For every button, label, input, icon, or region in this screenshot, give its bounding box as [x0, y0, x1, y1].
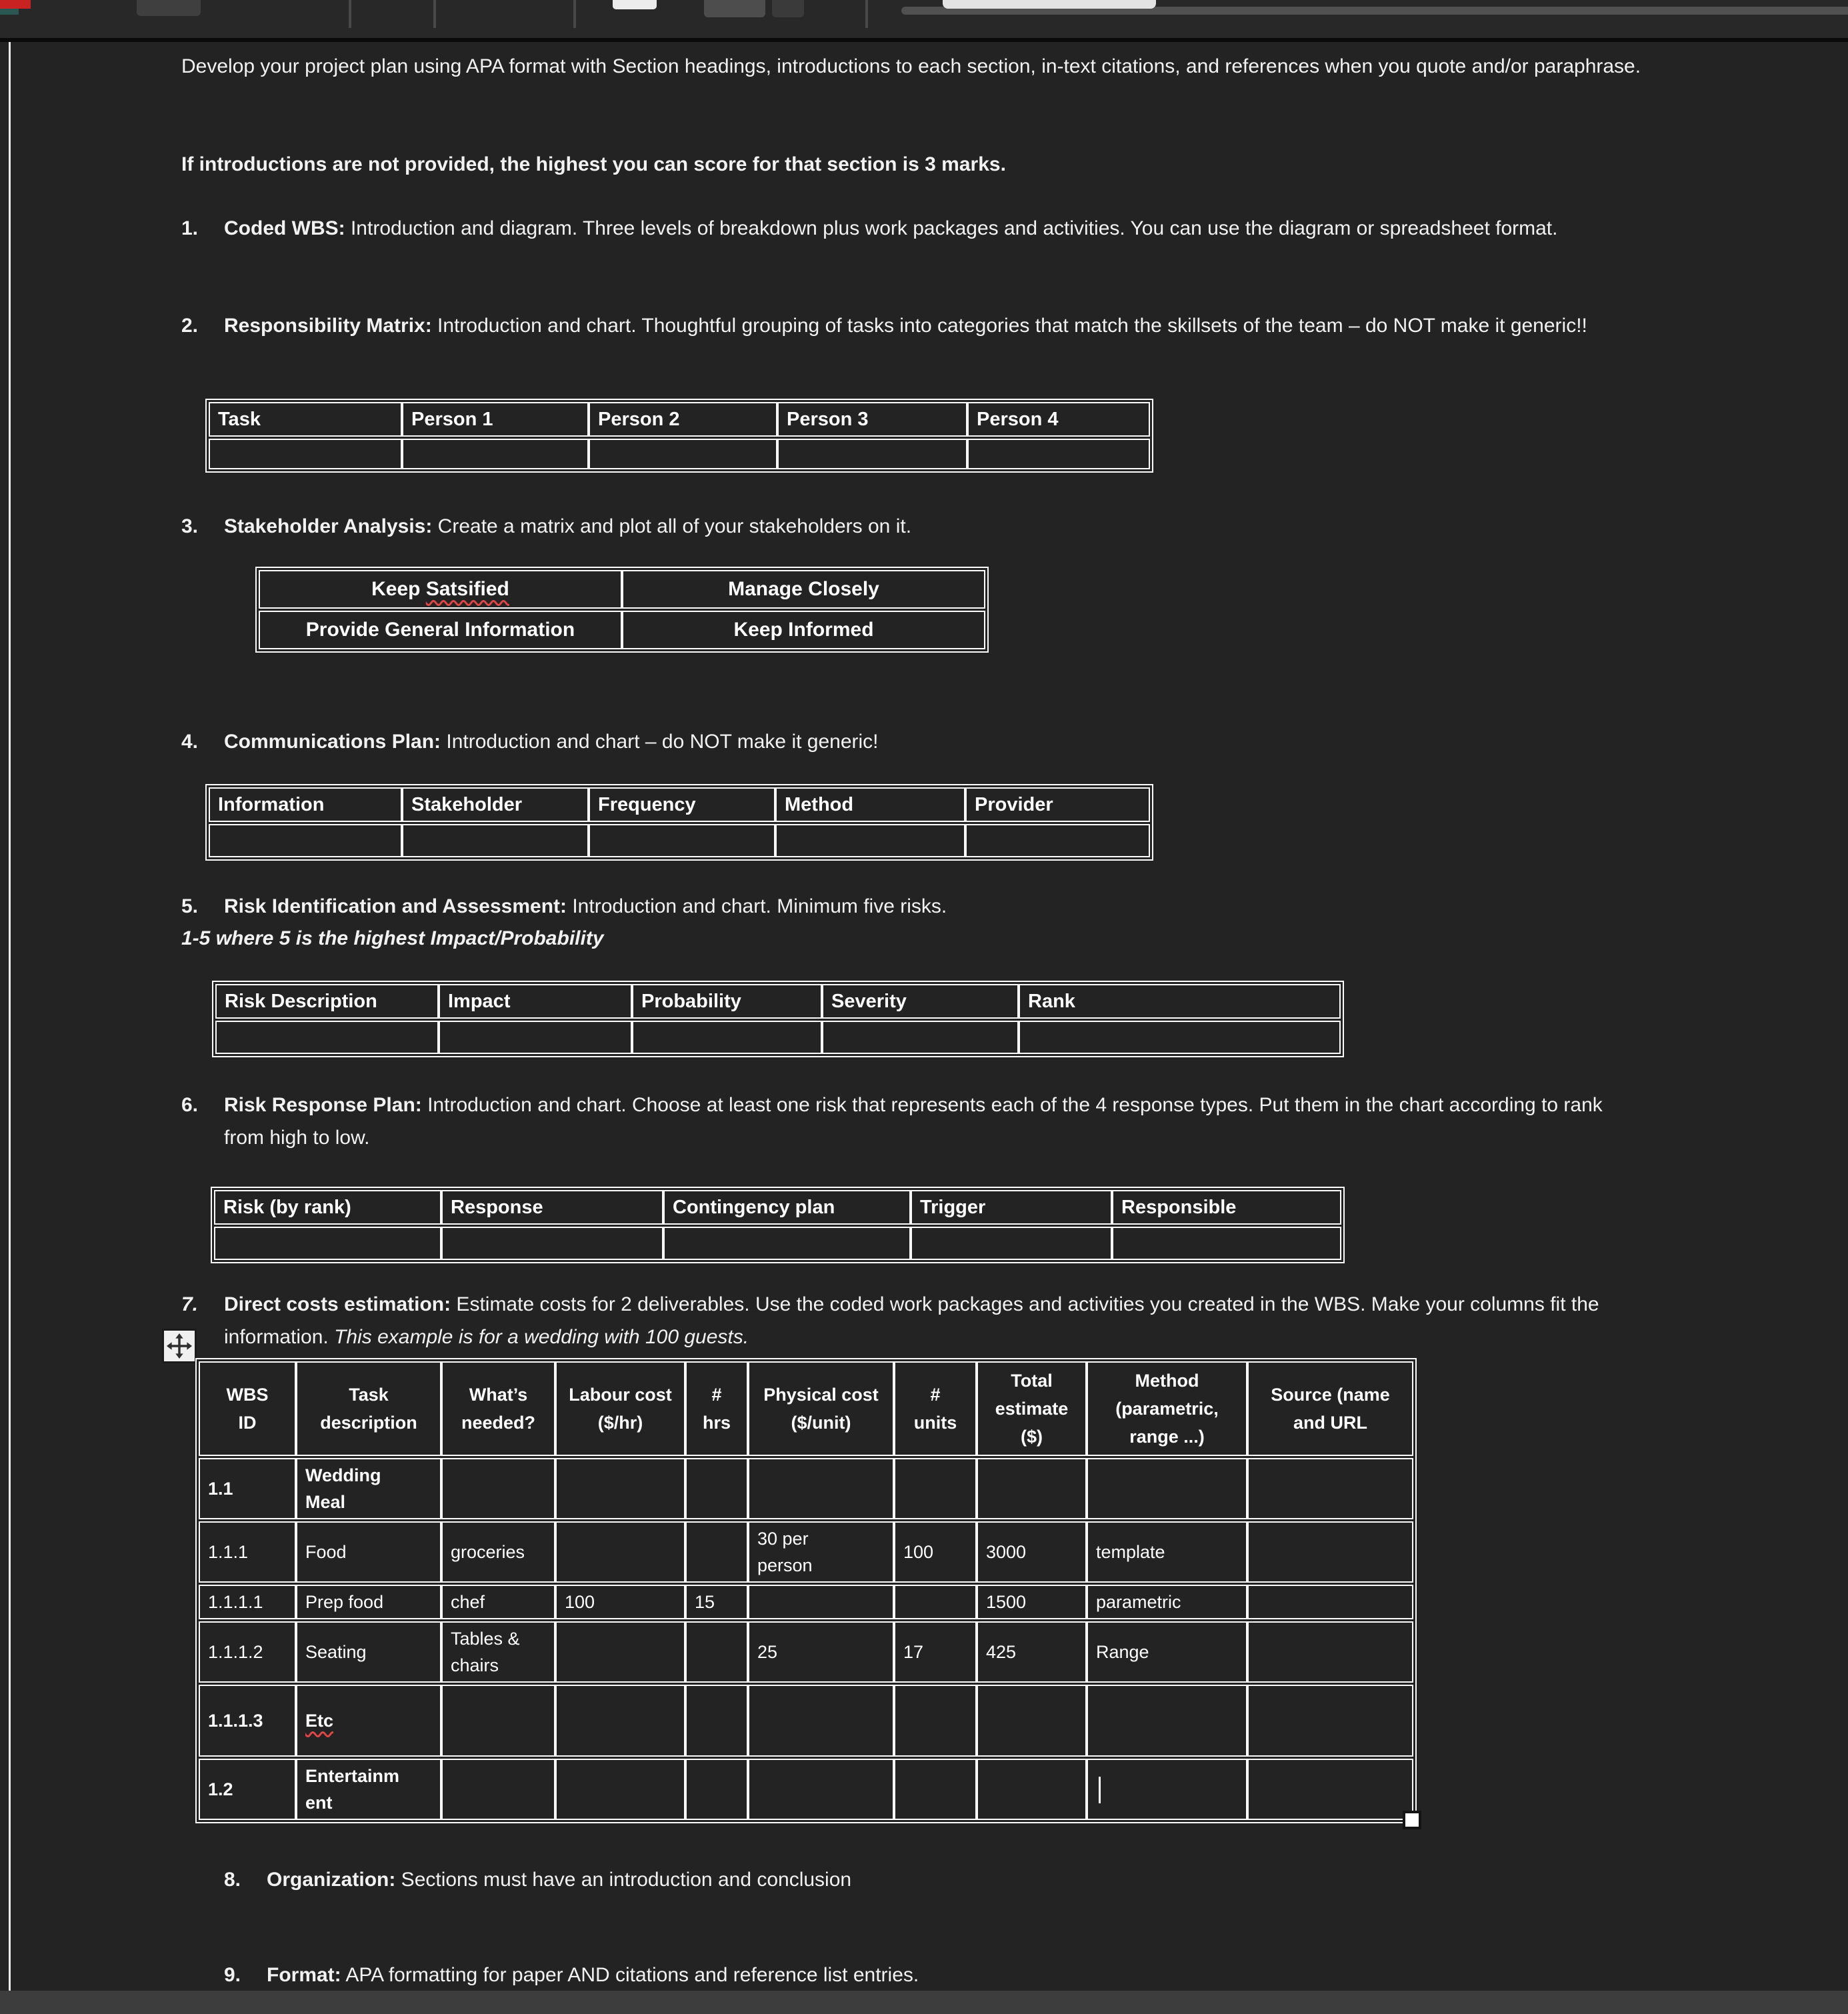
page-left-border: [9, 42, 11, 1991]
table-cell[interactable]: [1247, 1759, 1413, 1820]
cell-text: 25: [757, 1642, 778, 1662]
column-header[interactable]: Contingency plan: [663, 1190, 911, 1225]
item-label: Organization:: [267, 1869, 396, 1891]
cell-text: 1500: [986, 1592, 1027, 1612]
table-row: [199, 1685, 1413, 1757]
table-cell[interactable]: [894, 1759, 977, 1820]
table-resize-handle[interactable]: [1403, 1811, 1421, 1829]
table-cell[interactable]: [1087, 1521, 1247, 1583]
table-cell[interactable]: [441, 1759, 555, 1820]
cell-text: 3000: [986, 1542, 1027, 1562]
column-header[interactable]: Frequency: [589, 787, 775, 822]
item-text: Introduction and chart. Choose at least one risk that represents each of the 4 response types. Put them in the chart according to rank from high to low.: [224, 1094, 1603, 1149]
table-row: [199, 1759, 1413, 1820]
table-row: [209, 824, 1150, 857]
toolbar-button-fragment[interactable]: [704, 0, 765, 17]
communications-plan-table: [205, 784, 1153, 861]
table-cell[interactable]: [555, 1521, 685, 1583]
table-cell[interactable]: [1087, 1458, 1247, 1519]
table-row: [199, 1521, 1413, 1583]
table-cell[interactable]: [199, 1521, 296, 1583]
toolbar-divider: [433, 0, 436, 28]
cell-text: 425: [986, 1642, 1017, 1662]
column-header[interactable]: Physical cost ($/unit): [748, 1361, 894, 1456]
table-cell[interactable]: [1247, 1521, 1413, 1583]
column-header[interactable]: Information: [209, 787, 402, 822]
list-number: 5.: [181, 895, 199, 917]
rating-note[interactable]: [181, 922, 1715, 955]
table-cell[interactable]: [748, 1759, 894, 1820]
item-label: Responsibility Matrix:: [224, 315, 432, 337]
table-cell[interactable]: [1087, 1585, 1247, 1619]
table-cell[interactable]: [777, 439, 967, 469]
cell-text: 30 per person: [757, 1529, 813, 1575]
table-cell[interactable]: [1247, 1685, 1413, 1757]
risk-assessment-table: [212, 981, 1344, 1057]
warning-text: If introductions are not provided, the highest you can score for that section is 3 marks.: [181, 153, 1006, 175]
table-cell[interactable]: [441, 1458, 555, 1519]
list-number: 1.: [181, 217, 199, 239]
cell-text: Range: [1096, 1642, 1149, 1662]
bottom-bar: [0, 1991, 1848, 2014]
column-header[interactable]: Person 2: [589, 402, 777, 437]
text-cursor: [1099, 1777, 1101, 1803]
item-text: Sections must have an introduction and conclusion: [395, 1869, 852, 1891]
column-header[interactable]: Risk Description: [215, 984, 439, 1019]
table-cell[interactable]: [209, 824, 402, 857]
table-cell[interactable]: [199, 1585, 296, 1619]
table-cell[interactable]: [977, 1585, 1087, 1619]
table-cell[interactable]: [199, 1458, 296, 1519]
list-item-5[interactable]: [181, 890, 1715, 923]
table-cell[interactable]: [663, 1227, 911, 1260]
column-header[interactable]: What’s needed?: [441, 1361, 555, 1456]
cell-text: Prep food: [305, 1592, 384, 1612]
item-text: Introduction and chart. Minimum five risks.: [567, 895, 947, 917]
cell-text: 1.1.1.3: [208, 1711, 263, 1731]
misspelled-word: Satsified: [425, 578, 509, 600]
column-header[interactable]: # units: [894, 1361, 977, 1456]
column-header[interactable]: Person 1: [402, 402, 589, 437]
matrix-label: Keep Informed: [733, 619, 874, 641]
table-cell[interactable]: [589, 824, 775, 857]
cell-text: 17: [903, 1642, 924, 1662]
table-cell[interactable]: [296, 1458, 441, 1519]
list-item-2[interactable]: [181, 309, 1631, 342]
table-cell[interactable]: [555, 1585, 685, 1619]
item-text: Introduction and diagram. Three levels of breakdown plus work packages and activities. You can use the diagram or spreadsheet format.: [345, 217, 1558, 239]
list-item-1[interactable]: [181, 212, 1631, 245]
table-cell[interactable]: [894, 1585, 977, 1619]
toolbar-button-fragment[interactable]: [137, 0, 201, 16]
cell-text: 1.1.1: [208, 1542, 249, 1562]
toolbar-button-fragment[interactable]: [613, 0, 657, 9]
column-header[interactable]: Responsible: [1112, 1190, 1341, 1225]
item-text: Introduction and chart. Thoughtful grouping of tasks into categories that match the skillsets of the team – do NOT make it generic!!: [431, 315, 1587, 337]
window-separator: [0, 38, 1848, 42]
table-row: [199, 1621, 1413, 1683]
column-header[interactable]: Task description: [296, 1361, 441, 1456]
column-header[interactable]: Stakeholder: [402, 787, 589, 822]
list-number: 2.: [181, 315, 199, 337]
cell-text: 1.1.1.2: [208, 1642, 263, 1662]
cell-text: 1.2: [208, 1779, 233, 1799]
list-number: 6.: [181, 1094, 199, 1116]
item-text: Create a matrix and plot all of your stakeholders on it.: [432, 515, 912, 537]
table-cell[interactable]: [441, 1521, 555, 1583]
table-row: [199, 1458, 1413, 1519]
cell-text: Tables & chairs: [451, 1629, 520, 1675]
column-header[interactable]: Total estimate ($): [977, 1361, 1087, 1456]
column-header[interactable]: # hrs: [685, 1361, 748, 1456]
direct-costs-table: [195, 1358, 1417, 1823]
table-cell[interactable]: [1247, 1458, 1413, 1519]
item-label: Risk Response Plan:: [224, 1094, 422, 1116]
matrix-label: Manage Closely: [728, 578, 879, 600]
table-cell[interactable]: [402, 439, 589, 469]
list-item-6[interactable]: [181, 1089, 1641, 1154]
table-cell[interactable]: [441, 1227, 663, 1260]
warning-line[interactable]: [181, 148, 1715, 181]
table-cell[interactable]: [296, 1685, 441, 1757]
misspelled-word: Etc: [305, 1711, 334, 1731]
table-cell[interactable]: [402, 824, 589, 857]
cell-text: parametric: [1096, 1592, 1181, 1612]
column-header[interactable]: Provider: [965, 787, 1150, 822]
table-cell[interactable]: [977, 1621, 1087, 1683]
column-header[interactable]: Risk (by rank): [214, 1190, 441, 1225]
column-header[interactable]: Severity: [822, 984, 1019, 1019]
column-header[interactable]: Probability: [632, 984, 822, 1019]
table-cell[interactable]: [1112, 1227, 1341, 1260]
list-item-4[interactable]: [181, 725, 1715, 758]
table-cell[interactable]: [965, 824, 1150, 857]
table-cell[interactable]: [894, 1621, 977, 1683]
toolbar: [0, 0, 1848, 38]
item-label: Communications Plan:: [224, 731, 441, 753]
column-header[interactable]: WBS ID: [199, 1361, 296, 1456]
table-cell[interactable]: [977, 1458, 1087, 1519]
stakeholder-matrix-table: [255, 567, 989, 653]
toolbar-divider: [865, 0, 868, 28]
table-cell[interactable]: [296, 1585, 441, 1619]
rating-note-text: 1-5 where 5 is the highest Impact/Probability: [181, 927, 604, 949]
table-cell[interactable]: [894, 1458, 977, 1519]
table-row: [259, 570, 985, 609]
column-header[interactable]: Response: [441, 1190, 663, 1225]
table-cell[interactable]: [1087, 1685, 1247, 1757]
column-header[interactable]: Source (name and URL: [1247, 1361, 1413, 1456]
table-cell[interactable]: [977, 1521, 1087, 1583]
cell-text: 100: [903, 1542, 934, 1562]
column-header[interactable]: Rank: [1019, 984, 1341, 1019]
list-item-8[interactable]: [224, 1863, 1691, 1896]
table-cell[interactable]: [209, 439, 402, 469]
column-header[interactable]: Task: [209, 402, 402, 437]
table-row: [209, 439, 1150, 469]
column-header[interactable]: Method (parametric, range ...): [1087, 1361, 1247, 1456]
matrix-label: Keep: [371, 578, 426, 600]
toolbar-divider: [349, 0, 351, 28]
table-row: [259, 611, 985, 649]
column-header[interactable]: Person 4: [967, 402, 1150, 437]
list-item-7[interactable]: [181, 1288, 1658, 1353]
move-icon: [167, 1333, 192, 1359]
cell-text: template: [1096, 1542, 1165, 1562]
list-number: 4.: [181, 731, 199, 753]
table-cell[interactable]: [748, 1458, 894, 1519]
list-item-3[interactable]: [181, 510, 1715, 543]
toolbar-red-fragment: [0, 0, 31, 9]
item-label: Format:: [267, 1964, 341, 1986]
table-cell[interactable]: [296, 1621, 441, 1683]
table-move-handle[interactable]: [162, 1329, 197, 1363]
table-cell[interactable]: [296, 1759, 441, 1820]
table-cell[interactable]: [1087, 1621, 1247, 1683]
table-cell[interactable]: [748, 1585, 894, 1619]
item-italic-text: This example is for a wedding with 100 guests.: [334, 1326, 749, 1348]
table-cell[interactable]: [622, 611, 985, 649]
table-header-row: [214, 1190, 1341, 1225]
table-cell[interactable]: [199, 1759, 296, 1820]
intro-paragraph[interactable]: [181, 50, 1658, 83]
cell-text: 1.1.1.1: [208, 1592, 263, 1612]
list-number: 8.: [224, 1869, 241, 1891]
cell-text: groceries: [451, 1542, 525, 1562]
table-cell[interactable]: [441, 1585, 555, 1619]
table-cell[interactable]: [555, 1685, 685, 1757]
table-cell[interactable]: [1019, 1021, 1341, 1054]
table-cell[interactable]: [911, 1227, 1112, 1260]
table-cell[interactable]: [685, 1585, 748, 1619]
table-cell[interactable]: [894, 1685, 977, 1757]
cell-text: Seating: [305, 1642, 367, 1662]
table-cell[interactable]: [441, 1621, 555, 1683]
column-header[interactable]: Impact: [439, 984, 632, 1019]
list-item-9[interactable]: [224, 1959, 1691, 1991]
cell-text: Wedding Meal: [305, 1465, 381, 1512]
table-cell[interactable]: [685, 1759, 748, 1820]
column-header[interactable]: Person 3: [777, 402, 967, 437]
cell-text: 1.1: [208, 1479, 233, 1499]
table-cell[interactable]: [441, 1685, 555, 1757]
table-cell[interactable]: [685, 1685, 748, 1757]
item-label: Stakeholder Analysis:: [224, 515, 433, 537]
table-row: [199, 1585, 1413, 1619]
list-number: 7.: [181, 1293, 199, 1315]
table-cell[interactable]: [685, 1458, 748, 1519]
table-cell[interactable]: [439, 1021, 632, 1054]
item-label: Risk Identification and Assessment:: [224, 895, 567, 917]
table-cell[interactable]: [894, 1521, 977, 1583]
list-number: 3.: [181, 515, 199, 537]
table-cell[interactable]: [259, 570, 622, 609]
table-cell[interactable]: [748, 1621, 894, 1683]
cell-text: Entertainment: [305, 1766, 400, 1813]
matrix-label: Provide General Information: [305, 619, 575, 641]
table-cell[interactable]: [199, 1685, 296, 1757]
cell-text: 100: [565, 1592, 595, 1612]
column-header[interactable]: Trigger: [911, 1190, 1112, 1225]
toolbar-divider: [573, 0, 576, 28]
item-label: Direct costs estimation:: [224, 1293, 451, 1315]
toolbar-button-fragment[interactable]: [943, 0, 1156, 9]
table-cell[interactable]: [555, 1458, 685, 1519]
table-cell[interactable]: [1087, 1759, 1247, 1820]
item-text: Introduction and chart – do NOT make it generic!: [441, 731, 879, 753]
cell-text: 15: [695, 1592, 715, 1612]
item-text: APA formatting for paper AND citations and reference list entries.: [341, 1964, 919, 1986]
table-cell[interactable]: [685, 1621, 748, 1683]
table-cell[interactable]: [748, 1685, 894, 1757]
column-header[interactable]: Method: [775, 787, 965, 822]
table-cell[interactable]: [748, 1521, 894, 1583]
item-label: Coded WBS:: [224, 217, 345, 239]
table-cell[interactable]: [296, 1521, 441, 1583]
table-cell[interactable]: [1247, 1585, 1413, 1619]
list-number: 9.: [224, 1964, 241, 1986]
table-cell[interactable]: [622, 570, 985, 609]
toolbar-teal-fragment: [0, 9, 19, 15]
table-cell[interactable]: [977, 1759, 1087, 1820]
table-header-row: [209, 787, 1150, 822]
table-cell[interactable]: [822, 1021, 1019, 1054]
table-header-row: [199, 1361, 1413, 1456]
table-cell[interactable]: [632, 1021, 822, 1054]
table-cell[interactable]: [555, 1759, 685, 1820]
table-cell[interactable]: [555, 1621, 685, 1683]
table-header-row: [215, 984, 1341, 1019]
table-row: [215, 1021, 1341, 1054]
table-cell[interactable]: [967, 439, 1150, 469]
item-text: Estimate costs for 2 deliverables. Use the coded work packages and activities you created in the WBS. Make your columns fit the information.: [224, 1293, 1599, 1348]
table-cell[interactable]: [214, 1227, 441, 1260]
table-cell[interactable]: [199, 1621, 296, 1683]
table-cell[interactable]: [775, 824, 965, 857]
table-cell[interactable]: [259, 611, 622, 649]
table-cell[interactable]: [589, 439, 777, 469]
table-row: [214, 1227, 1341, 1260]
table-cell[interactable]: [977, 1685, 1087, 1757]
cell-text: chef: [451, 1592, 485, 1612]
table-header-row: [209, 402, 1150, 437]
table-cell[interactable]: [1247, 1621, 1413, 1683]
table-cell[interactable]: [685, 1521, 748, 1583]
responsibility-matrix-table: [205, 399, 1153, 473]
column-header[interactable]: Labour cost ($/hr): [555, 1361, 685, 1456]
intro-text: Develop your project plan using APA format with Section headings, introductions to each section, in-text citations, and references when you quote and/or paraphrase.: [181, 55, 1641, 77]
toolbar-button-fragment[interactable]: [772, 0, 804, 17]
cell-text: Food: [305, 1542, 347, 1562]
risk-response-table: [211, 1187, 1345, 1263]
table-cell[interactable]: [215, 1021, 439, 1054]
